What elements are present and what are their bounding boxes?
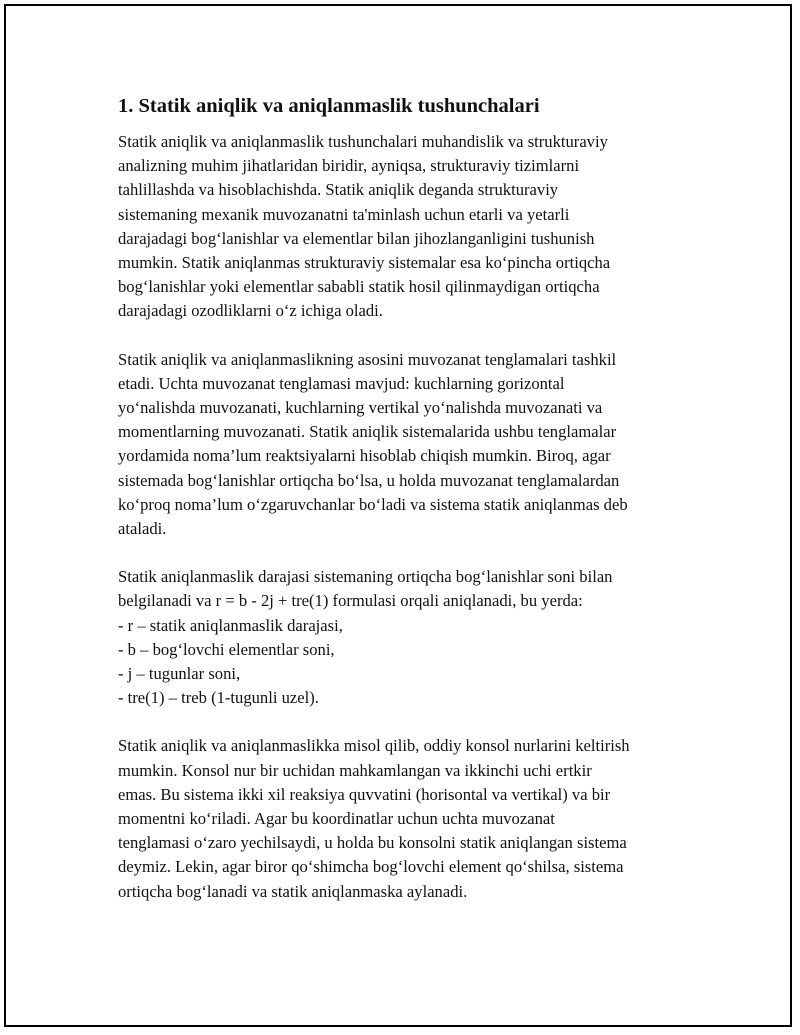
list-item: - j – tugunlar soni, [118, 664, 241, 684]
list-item: - b – bog‘lovchi elementlar soni, [118, 639, 335, 659]
text-line: Statik aniqlik va aniqlanmaslik tushunchalari muhandislik va strukturaviy [118, 132, 608, 151]
text-line: Statik aniqlanmaslik darajasi sistemaning ortiqcha bog‘lanishlar soni bilan [118, 567, 613, 587]
text-line: yo‘nalishda muvozanati, kuchlarning vertikal yo‘nalishda muvozanati va [118, 398, 603, 418]
paragraph-spacer [118, 541, 698, 565]
list-item: - r – statik aniqlanmaslik darajasi, [118, 615, 343, 635]
text-line: mumkin. Statik aniqlanmas strukturaviy sistemalar esa ko‘pincha ortiqcha [118, 253, 611, 273]
text-line: sistemaning mexanik muvozanatni ta'minlash uchun etarli va yetarli [118, 204, 570, 224]
text-line: ortiqcha bog‘lanadi va statik aniqlanmaska aylanadi. [118, 881, 468, 901]
text-line: yordamida noma’lum reaktsiyalarni hisoblab chiqish mumkin. Biroq, agar [118, 446, 611, 466]
text-line: bog‘lanishlar yoki elementlar sababli statik hosil qilinmaydigan ortiqcha [118, 277, 600, 297]
section-heading: 1. Statik aniqlik va aniqlanmaslik tushunchalari [118, 95, 540, 117]
text-line: emas. Bu sistema ikki xil reaksiya quvvatini (horisontal va vertikal) va bir [118, 784, 611, 804]
paragraph-3 [118, 565, 698, 710]
text-line: darajadagi bog‘lanishlar va elementlar bilan jihozlanganligini tushunish [118, 228, 595, 248]
paragraph-4 [118, 734, 698, 903]
paragraph-2 [118, 348, 698, 542]
text-line: mumkin. Konsol nur bir uchidan mahkamlangan va ikkinchi uchi ertkir [118, 760, 592, 780]
text-line: ko‘proq noma’lum o‘zgaruvchanlar bo‘ladi va sistema statik aniqlanmas deb [118, 494, 628, 514]
paragraph-spacer [118, 710, 698, 734]
text-line: etadi. Uchta muvozanat tenglamasi mavjud: kuchlarning gorizontal [118, 373, 565, 393]
document-body [118, 93, 698, 904]
text-line: darajadagi ozodliklarni o‘z ichiga oladi. [118, 301, 383, 321]
text-line: tahlillashda va hisoblachishda. Statik aniqlik deganda strukturaviy [118, 180, 559, 200]
text-line: momentni ko‘riladi. Agar bu koordinatlar uchun uchta muvozanat [118, 809, 555, 829]
text-line: ataladi. [118, 519, 167, 539]
text-line: Statik aniqlik va aniqlanmaslikka misol qilib, oddiy konsol nurlarini keltirish [118, 736, 630, 756]
text-line: belgilanadi va r = b - 2j + tre(1) formulasi orqali aniqlanadi, bu yerda: [118, 591, 583, 611]
text-line: tenglamasi o‘zaro yechilsaydi, u holda bu konsolni statik aniqlangan sistema [118, 833, 627, 853]
text-line: analizning muhim jihatlaridan biridir, ayniqsa, strukturaviy tizimlarni [118, 156, 580, 176]
text-line: momentlarning muvozanati. Statik aniqlik sistemalarida ushbu tenglamalar [118, 422, 617, 442]
text-line: Statik aniqlik va aniqlanmaslikning asosini muvozanat tenglamalari tashkil [118, 349, 617, 369]
list-item: - tre(1) – treb (1-tugunli uzel). [118, 688, 319, 708]
paragraph-1 [118, 130, 698, 324]
paragraph-spacer [118, 324, 698, 348]
text-line: sistemada bog‘lanishlar ortiqcha bo‘lsa, u holda muvozanat tenglamalardan [118, 470, 620, 490]
text-line: deymiz. Lekin, agar biror qo‘shimcha bog‘lovchi element qo‘shilsa, sistema [118, 857, 624, 877]
